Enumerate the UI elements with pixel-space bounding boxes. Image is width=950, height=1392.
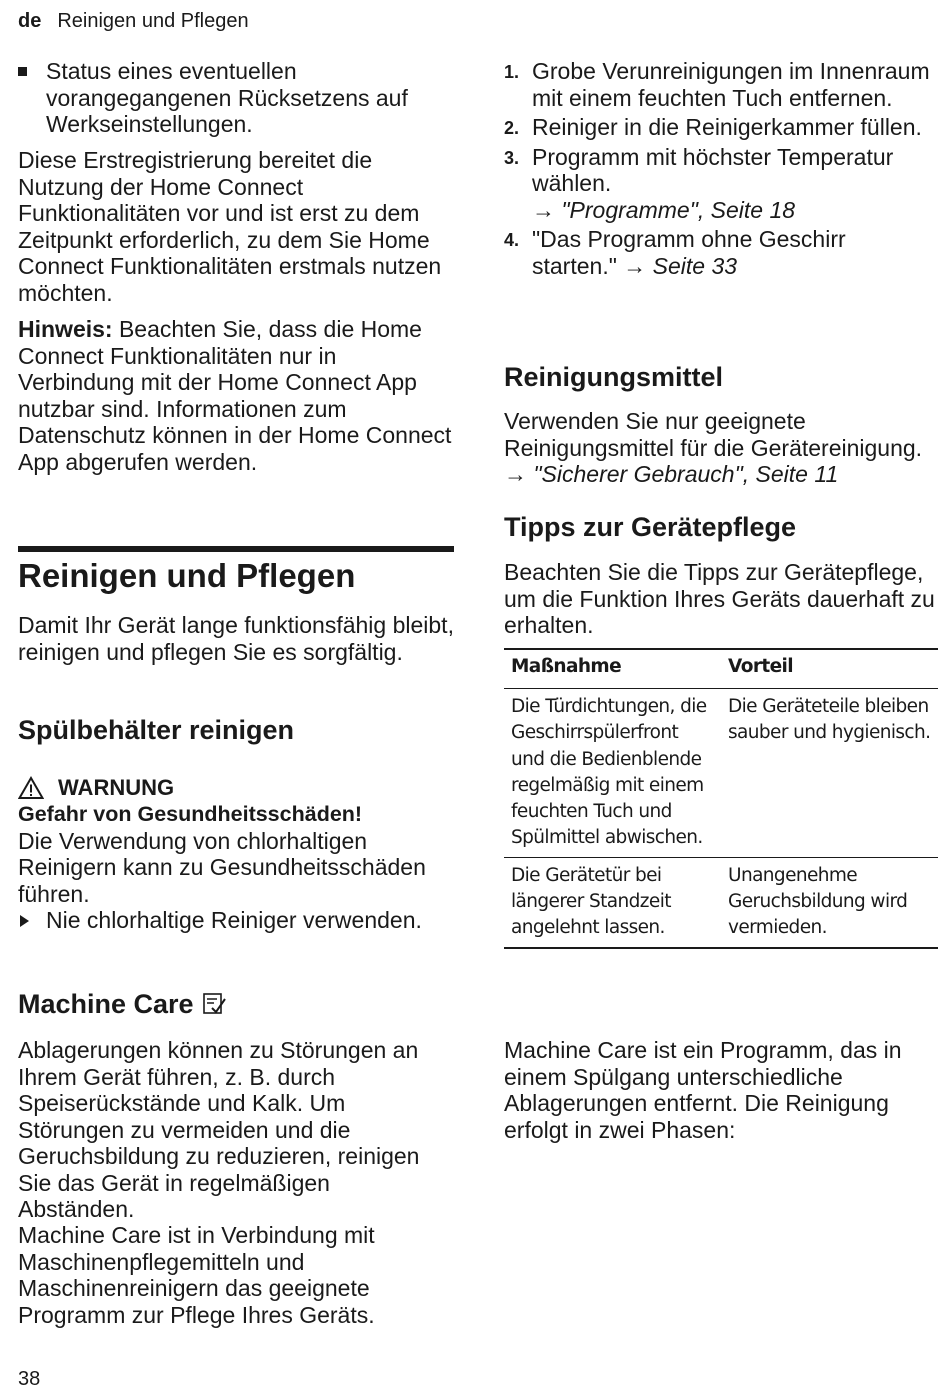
square-bullet-icon bbox=[18, 67, 27, 76]
triangle-bullet-icon bbox=[20, 915, 29, 927]
machine-care-paragraph-2: Machine Care ist in Verbindung mit Maschinenpflegemitteln und Maschinenreinigern das geeignete Programm zur Pflege Ihres Geräts. bbox=[18, 1222, 375, 1328]
step-text: Reiniger in die Reinigerkammer füllen. bbox=[532, 114, 922, 140]
page-number: 38 bbox=[18, 1368, 41, 1390]
table-header-row bbox=[504, 649, 938, 689]
warning-title bbox=[18, 775, 454, 801]
table-header-benefit: Vorteil bbox=[721, 649, 938, 689]
note-text: Beachten Sie, dass die Home Connect Funktionalitäten nur in Verbindung mit der Home Connect App nutzbar sind. Informationen zum Datenschutz können in der Home Connect App abgerufen werden. bbox=[18, 316, 452, 475]
table-row bbox=[504, 857, 938, 947]
cleaning-agents-reference-link[interactable]: → "Sicherer Gebrauch", Seite 11 bbox=[504, 461, 839, 487]
cleaning-steps-list bbox=[504, 58, 936, 282]
warning-text: Die Verwendung von chlorhaltigen Reinigern kann zu Gesundheitsschäden führen. bbox=[18, 827, 426, 907]
step-number: 2. bbox=[504, 118, 520, 138]
note-label: Hinweis: bbox=[18, 316, 113, 342]
main-section-title: Reinigen und Pflegen bbox=[18, 557, 356, 594]
machine-care-paragraph-3: Machine Care ist ein Programm, das in einem Spülgang unterschiedliche Ablagerungen entfernt. Die Reinigung erfolgt in zwei Phasen: bbox=[504, 1037, 902, 1143]
status-bullet-item bbox=[18, 58, 454, 138]
warning-headline: Gefahr von Gesundheitsschäden! bbox=[18, 802, 363, 826]
step-item bbox=[504, 114, 936, 141]
step-number: 3. bbox=[504, 147, 520, 168]
step-reference-link[interactable]: → "Programme", Seite 18 bbox=[532, 196, 796, 223]
step-text: Grobe Verunreinigungen im Innenraum mit einem feuchten Tuch entfernen. bbox=[532, 58, 930, 111]
warning-triangle-icon bbox=[18, 776, 44, 800]
bullet-text: Status eines eventuellen vorangegangenen Rücksetzens auf Werkseinstellungen. bbox=[46, 58, 408, 137]
section-rule bbox=[18, 546, 454, 552]
machine-care-symbol-icon bbox=[202, 991, 228, 1017]
header-section-title: Reinigen und Pflegen bbox=[57, 10, 249, 32]
step-reference-link[interactable]: → Seite 33 bbox=[623, 252, 738, 279]
machine-care-paragraph-1: Ablagerungen können zu Störungen an Ihrem Gerät führen, z. B. durch Speiserückstände und Kalk. Um Störungen zu vermeiden und die Geruchsbildung zu reduzieren, reinigen Sie das Gerät in regelmäßigen Abständen. bbox=[18, 1037, 420, 1222]
cleaning-agents-text: Verwenden Sie nur geeignete Reinigungsmittel für die Gerätereinigung. bbox=[504, 408, 923, 461]
table-cell-measure: Die Türdichtungen, die Geschirrspülerfront und die Bedienblende regelmäßig mit einem feuchten Tuch und Spülmittel abwischen. bbox=[504, 689, 721, 858]
registration-paragraph: Diese Erstregistrierung bereitet die Nutzung der Home Connect Funktionalitäten vor und ist erst zu dem Zeitpunkt erforderlich, zu dem Sie Home Connect Funktionalitäten erstmals nutzen möchten. bbox=[18, 147, 442, 306]
table-header-measure: Maßnahme bbox=[504, 649, 721, 689]
warning-block bbox=[18, 775, 454, 934]
warning-action-text: Nie chlorhaltige Reiniger verwenden. bbox=[46, 907, 422, 933]
step-text: Programm mit höchster Temperatur wählen. bbox=[532, 143, 894, 196]
care-tips-table bbox=[504, 648, 938, 949]
step-number: 1. bbox=[504, 62, 520, 82]
step-item bbox=[504, 144, 936, 224]
step-item bbox=[504, 58, 936, 111]
warning-action-item bbox=[18, 907, 454, 934]
machine-care-heading bbox=[18, 987, 228, 1021]
table-row bbox=[504, 689, 938, 858]
table-cell-benefit: Unangenehme Geruchsbildung wird vermieden. bbox=[721, 857, 938, 947]
page-header bbox=[18, 8, 249, 34]
machine-care-title: Machine Care bbox=[18, 989, 194, 1019]
note-paragraph bbox=[18, 316, 454, 475]
care-tips-title: Tipps zur Gerätepflege bbox=[504, 512, 797, 542]
main-intro-paragraph: Damit Ihr Gerät lange funktionsfähig bleibt, reinigen und pflegen Sie es sorgfältig. bbox=[18, 612, 454, 665]
table-cell-measure: Die Gerätetür bei längerer Standzeit angelehnt lassen. bbox=[504, 857, 721, 947]
language-code: de bbox=[18, 10, 42, 32]
cleaning-agents-paragraph bbox=[504, 408, 936, 488]
warning-label: WARNUNG bbox=[58, 775, 175, 800]
step-text: "Das Programm ohne Geschirr starten." bbox=[532, 226, 846, 279]
care-tips-intro: Beachten Sie die Tipps zur Gerätepflege, um die Funktion Ihres Geräts dauerhaft zu erhalten. bbox=[504, 559, 935, 638]
table-cell-benefit: Die Geräteteile bleiben sauber und hygienisch. bbox=[721, 689, 938, 858]
subsection-title-spuelbehaelter: Spülbehälter reinigen bbox=[18, 715, 295, 745]
cleaning-agents-title: Reinigungsmittel bbox=[504, 362, 724, 392]
step-number: 4. bbox=[504, 230, 520, 250]
step-item bbox=[504, 226, 936, 279]
